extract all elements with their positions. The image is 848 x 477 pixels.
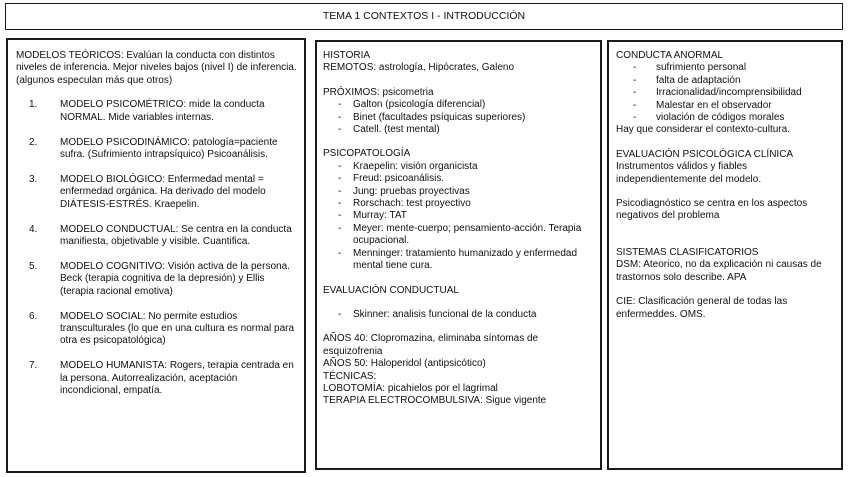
model-item: [16, 224, 299, 249]
psicodiagnostico-text: Psicodiagnóstico se centra en los aspectos negativos del problema: [616, 198, 808, 222]
list-item: - Galton (psicología diferencial): [323, 99, 595, 111]
model-number: 5.: [29, 260, 38, 272]
remotos-text: REMOTOS: astrología, Hipócrates, Galeno: [323, 62, 515, 74]
list-item: - Freud: psicoanálisis.: [323, 173, 595, 185]
dsm-text: DSM: Ateorico, no da explicación ni causas de trastornos solo describe. APA: [616, 259, 822, 283]
models-intro: MODELOS TEÓRICOS: Evalúan la conducta con distintos niveles de inferencia. Mejor niveles bajos (nivel I) de inferencia. (algunos especulan más que otros): [16, 50, 297, 86]
list-item: - Kraepelin: visión organicista: [323, 161, 595, 173]
model-number: 1.: [29, 99, 38, 111]
model-number: 2.: [29, 136, 38, 148]
model-number: 4.: [29, 223, 38, 235]
list-item: - Jung: pruebas proyectivas: [323, 186, 595, 198]
anormal-panel: [607, 40, 843, 470]
tecnicas-text: TÉCNICAS:: [323, 370, 377, 382]
evaluacion-conductual-heading: EVALUACIÓN CONDUCTUAL: [323, 284, 459, 296]
list-item: - Meyer: mente-cuerpo; pensamiento-acción. Terapia ocupacional.: [323, 223, 595, 248]
psicopatologia-heading: PSICOPATOLOGÍA: [323, 148, 411, 160]
model-text: MODELO HUMANISTA: Rogers, terapia centrada en la persona. Autorrealización, aceptación incondicional, empatía.: [60, 360, 294, 397]
history-panel: [315, 40, 602, 470]
anormal-note: Hay que considerar el contexto-cultura.: [616, 124, 790, 136]
list-item: - sufrimiento personal: [616, 62, 837, 74]
anos40-text: AÑOS 40: Clopromazina, eliminaba síntomas de esquizofrenia: [323, 333, 539, 357]
anos50-text: AÑOS 50: Haloperidol (antipsicótico): [323, 358, 486, 370]
models-list: [16, 99, 299, 397]
list-item: - falta de adaptación: [616, 75, 837, 87]
historia-heading: HISTORIA: [323, 50, 371, 61]
psicopatologia-list: [323, 161, 595, 273]
model-item: [16, 174, 299, 211]
page-title-box: [5, 3, 843, 30]
page-title: TEMA 1 CONTEXTOS I - INTRODUCCIÓN: [322, 10, 526, 23]
model-item: [16, 137, 299, 162]
lobotomia-text: LOBOTOMÍA: picahielos por el lagrimal: [323, 382, 498, 394]
model-text: MODELO COGNITIVO: Visión activa de la persona. Beck (terapia cognitiva de la depresión) y Ellis (terapia racional emotiva): [60, 260, 290, 297]
list-item: - Catell. (test mental): [323, 124, 595, 136]
list-item: - Skinner: analisis funcional de la conducta: [323, 309, 595, 321]
list-item: - Irracionalidad/incomprensibilidad: [616, 87, 837, 99]
anormal-list: [616, 62, 837, 124]
evaluacion-list: [323, 309, 595, 321]
list-item: - Binet (facultades psíquicas superiores): [323, 112, 595, 124]
model-item: [16, 360, 299, 397]
model-item: [16, 261, 299, 298]
model-number: 3.: [29, 173, 38, 185]
proximos-list: [323, 99, 595, 136]
list-item: - Malestar en el observador: [616, 100, 837, 112]
model-number: 6.: [29, 310, 38, 322]
model-item: [16, 99, 299, 124]
terapia-text: TERAPIA ELECTROCOMBULSIVA: Sigue vigente: [323, 395, 547, 407]
model-text: MODELO CONDUCTUAL: Se centra en la conducta manifiesta, objetivable y visible. Cuantifica.: [60, 223, 292, 247]
model-item: [16, 311, 299, 348]
model-number: 7.: [29, 360, 38, 372]
evaluacion-clinica-text: Instrumentos válidos y fiables independientemente del modelo.: [616, 161, 762, 185]
conducta-anormal-heading: CONDUCTA ANORMAL: [616, 50, 724, 61]
model-text: MODELO BIOLÓGICO: Enfermedad mental = enfermedad orgánica. Ha derivado del modelo DIÁTESIS-ESTRÉS. Kraepelin.: [60, 173, 266, 210]
list-item: - violación de códigos morales: [616, 112, 837, 124]
sistemas-heading: SISTEMAS CLASIFICATORIOS: [616, 246, 759, 258]
list-item: - Murray: TAT: [323, 210, 595, 222]
evaluacion-clinica-heading: EVALUACIÓN PSICOLÓGICA CLÍNICA: [616, 148, 794, 160]
cie-text: CIE: Clasificación general de todas las enfermeddes. OMS.: [616, 296, 788, 320]
list-item: - Menninger: tratamiento humanizado y enfermedad mental tiene cura.: [323, 248, 595, 273]
models-panel: [6, 38, 306, 473]
proximos-text: PRÓXIMOS: psicometria: [323, 86, 434, 98]
model-text: MODELO SOCIAL: No permite estudios transculturales (lo que en una cultura es normal para otra es psicopatológica): [60, 310, 295, 347]
model-text: MODELO PSICODINÁMICO: patología=paciente sufra. (Sufrimiento intrapsíquico) Psicoanálisis.: [60, 136, 278, 160]
list-item: - Rorschach: test proyectivo: [323, 198, 595, 210]
model-text: MODELO PSICOMÉTRICO: mide la conducta NORMAL. Mide variables internas.: [60, 99, 265, 123]
